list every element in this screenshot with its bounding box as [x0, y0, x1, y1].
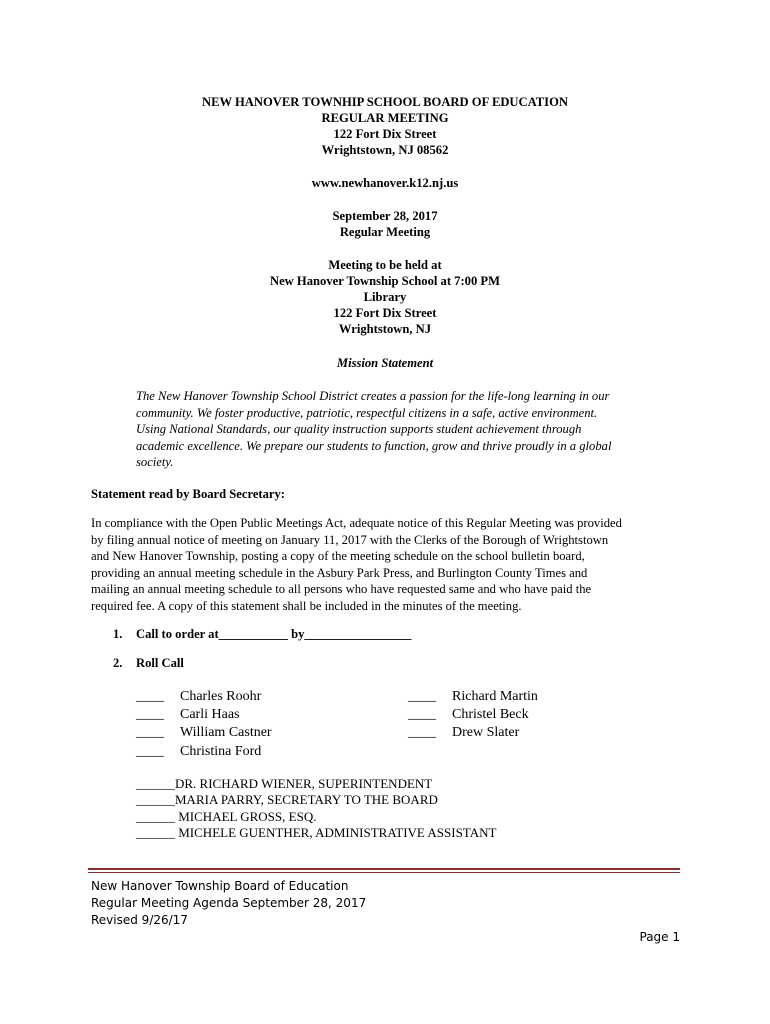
roll-blank: ____ — [408, 689, 436, 704]
statement-line: and New Hanover Township, posting a copy of the meeting schedule on the school bulletin board, — [91, 549, 585, 563]
staff-entry: ______DR. RICHARD WIENER, SUPERINTENDENT — [136, 776, 433, 791]
roll-call-entry — [136, 706, 272, 724]
member-name: William Castner — [180, 725, 272, 741]
statement-line: required fee. A copy of this statement shall be included in the minutes of the meeting. — [91, 598, 522, 613]
address-city: Wrightstown, NJ 08562 — [321, 143, 449, 157]
agenda-item-call-to-order: Call to order at___________ by_________________ — [136, 627, 412, 641]
roll-blank: ____ — [408, 725, 436, 741]
mission-title: Mission Statement — [336, 356, 434, 370]
statement-line: In compliance with the Open Public Meetings Act, adequate notice of this Regular Meeting was provided — [91, 516, 622, 530]
roll-call-entry — [136, 743, 272, 761]
meeting-type: Regular Meeting — [339, 225, 431, 239]
staff-entry: ______ MICHELE GUENTHER, ADMINISTRATIVE ASSISTANT — [136, 824, 497, 840]
member-name: Christina Ford — [180, 743, 262, 759]
mission-line: Using National Standards, our quality instruction supports student achievement through — [136, 422, 582, 436]
staff-entry: ______MARIA PARRY, SECRETARY TO THE BOARD — [136, 792, 438, 808]
footer-agenda: Regular Meeting Agenda September 28, 2017 — [91, 896, 367, 910]
page-number: Page 1 — [639, 930, 680, 944]
roll-call-entry — [408, 706, 538, 724]
statement-heading: Statement read by Board Secretary: — [91, 487, 285, 501]
statement-line: providing an annual meeting schedule in the Asbury Park Press, and Burlington County Times and — [91, 565, 588, 580]
website-link[interactable]: www.newhanover.k12.nj.us — [311, 176, 459, 190]
roll-blank: ____ — [136, 689, 164, 704]
agenda-item-number: 1. — [113, 627, 123, 641]
footer-revised: Revised 9/26/17 — [91, 913, 188, 927]
mission-line: society. — [136, 455, 174, 469]
statement-line: by filing annual notice of meeting on January 11, 2017 with the Clerks of the Borough of Wrightstown — [91, 532, 609, 547]
statement-line: mailing an annual meeting schedule to all persons who have requested same and who have paid the — [91, 582, 592, 596]
mission-line: community. We foster productive, patriotic, respectful citizens in a safe, active environment. — [136, 405, 598, 420]
member-name: Carli Haas — [180, 707, 240, 723]
agenda-item-number: 2. — [113, 656, 123, 670]
staff-entry: ______ MICHAEL GROSS, ESQ. — [136, 808, 317, 824]
address-street: 122 Fort Dix Street — [333, 127, 437, 141]
footer-divider — [88, 868, 680, 870]
board-title: NEW HANOVER TOWNHIP SCHOOL BOARD OF EDUCATION — [202, 95, 568, 109]
roll-blank: ____ — [408, 707, 436, 723]
footer-org: New Hanover Township Board of Education — [91, 879, 349, 893]
footer-divider-thin — [88, 872, 680, 873]
member-name: Richard Martin — [452, 689, 538, 704]
location-time: New Hanover Township School at 7:00 PM — [270, 274, 500, 288]
mission-line: academic excellence. We prepare our students to function, grow and thrive proudly in a global — [136, 438, 612, 453]
roll-call-entry — [136, 724, 272, 742]
meeting-date: September 28, 2017 — [332, 209, 438, 223]
roll-call-entry — [408, 688, 538, 706]
meeting-label: REGULAR MEETING — [321, 111, 449, 125]
statement-text — [91, 515, 691, 614]
held-at-label: Meeting to be held at — [328, 258, 442, 272]
member-name: Christel Beck — [452, 707, 529, 723]
mission-line: The New Hanover Township School District creates a passion for the life-long learning in our — [136, 389, 610, 403]
roll-call-entry — [136, 688, 272, 706]
staff-list — [136, 776, 496, 841]
roll-blank: ____ — [136, 743, 164, 759]
roll-call-entry — [408, 724, 538, 742]
location-street: 122 Fort Dix Street — [333, 306, 437, 320]
location-room: Library — [363, 290, 407, 304]
location-city: Wrightstown, NJ — [338, 322, 432, 336]
roll-blank: ____ — [136, 725, 164, 741]
agenda-item-roll-call: Roll Call — [136, 656, 184, 670]
roll-blank: ____ — [136, 707, 164, 723]
member-name: Charles Roohr — [180, 689, 262, 704]
roll-call-left — [136, 688, 272, 761]
roll-call-right — [408, 688, 538, 743]
mission-text — [136, 388, 676, 471]
member-name: Drew Slater — [452, 725, 520, 741]
